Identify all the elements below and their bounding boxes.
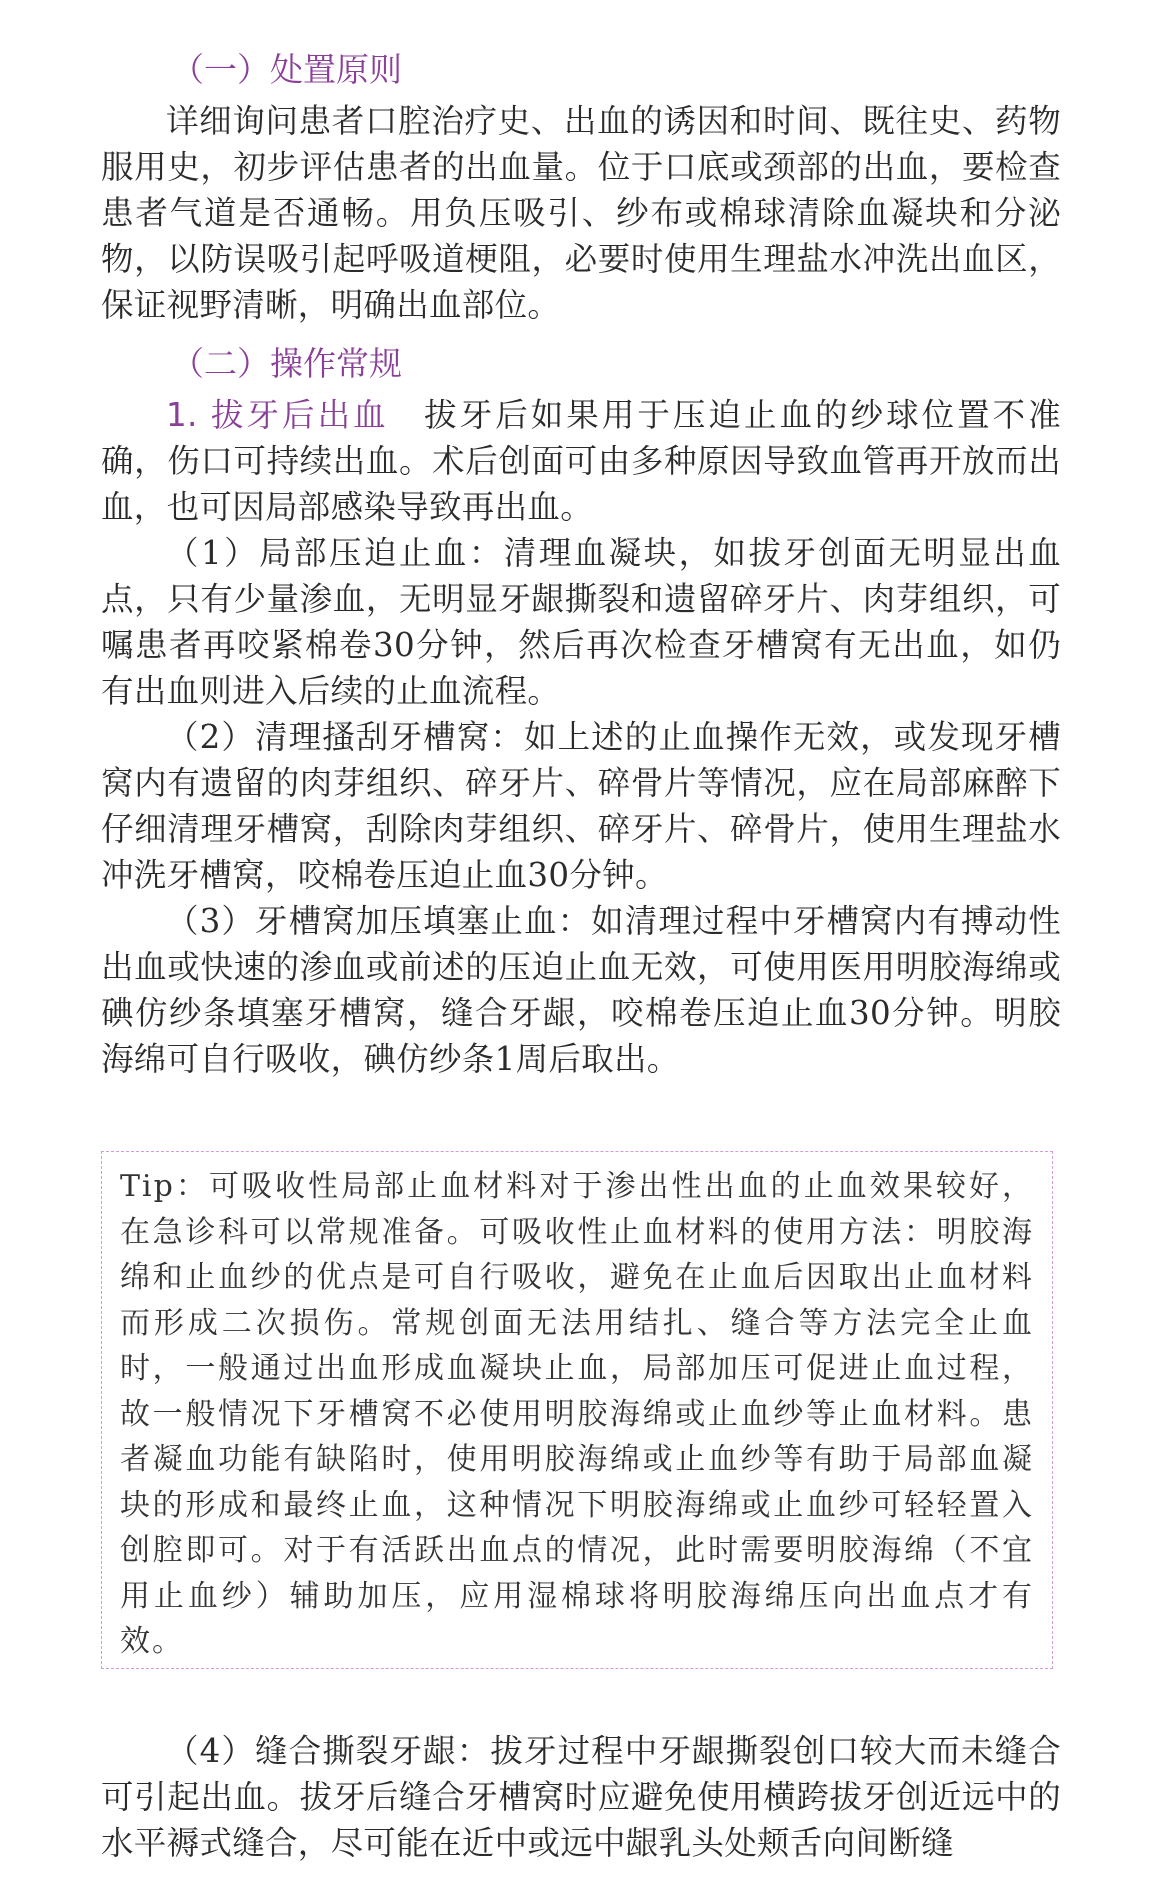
main-content bbox=[101, 44, 1061, 1082]
bottom-content bbox=[101, 1728, 1061, 1866]
paragraph-principles: 详细询问患者口腔治疗史、出血的诱因和时间、既往史、药物服用史，初步评估患者的出血量。位于口底或颈部的出血，要检查患者气道是否通畅。用负压吸引、纱布或棉球清除血凝块和分泌物，以防误吸引起呼吸道梗阻，必要时使用生理盐水冲洗出血区，保证视野清晰，明确出血部位。 bbox=[101, 102, 1061, 324]
section-heading-principles: （一）处置原则 bbox=[171, 50, 402, 89]
tip-box bbox=[101, 1151, 1053, 1669]
paragraph-step-4: （4）缝合撕裂牙龈：拔牙过程中牙龈撕裂创口较大而未缝合可引起出血。拔牙后缝合牙槽窝时应避免使用横跨拔牙创近远中的水平褥式缝合，尽可能在近中或远中龈乳头处颊舌向间断缝 bbox=[101, 1732, 1061, 1862]
tip-text: Tip：可吸收性局部止血材料对于渗出性出血的止血效果较好，在急诊科可以常规准备。可吸收性止血材料的使用方法：明胶海绵和止血纱的优点是可自行吸收，避免在止血后因取出止血材料而形成二次损伤。常规创面无法用结扎、缝合等方法完全止血时，一般通过出血形成血凝块止血，局部加压可促进止血过程，故一般情况下牙槽窝不必使用明胶海绵或止血纱等止血材料。患者凝血功能有缺陷时，使用明胶海绵或止血纱等有助于局部血凝块的形成和最终止血，这种情况下明胶海绵或止血纱可轻轻置入创腔即可。对于有活跃出血点的情况，此时需要明胶海绵（不宜用止血纱）辅助加压，应用湿棉球将明胶海绵压向出血点才有效。 bbox=[120, 1169, 1034, 1659]
section-heading-procedures: （二）操作常规 bbox=[171, 344, 402, 383]
subheading-post-extraction-bleeding: 1. 拔牙后出血 bbox=[166, 396, 389, 434]
paragraph-step-1: （1）局部压迫止血：清理血凝块，如拔牙创面无明显出血点，只有少量渗血，无明显牙龈撕裂和遗留碎牙片、肉芽组织，可嘱患者再咬紧棉卷30分钟，然后再次检查牙槽窝有无出血，如仍有出血则进入后续的止血流程。 bbox=[101, 534, 1061, 710]
post-extraction-text: 拔牙后如果用于压迫止血的纱球位置不准确，伤口可持续出血。术后创面可由多种原因导致血管再开放而出血，也可因局部感染导致再出血。 bbox=[101, 396, 1062, 526]
paragraph-post-extraction-bleeding bbox=[101, 392, 1061, 530]
paragraph-step-2: （2）清理搔刮牙槽窝：如上述的止血操作无效，或发现牙槽窝内有遗留的肉芽组织、碎牙片、碎骨片等情况，应在局部麻醉下仔细清理牙槽窝，刮除肉芽组织、碎牙片、碎骨片，使用生理盐水冲洗牙槽窝，咬棉卷压迫止血30分钟。 bbox=[101, 718, 1061, 894]
paragraph-step-3: （3）牙槽窝加压填塞止血：如清理过程中牙槽窝内有搏动性出血或快速的渗血或前述的压迫止血无效，可使用医用明胶海绵或碘仿纱条填塞牙槽窝，缝合牙龈，咬棉卷压迫止血30分钟。明胶海绵可自行吸收，碘仿纱条1周后取出。 bbox=[101, 902, 1061, 1078]
